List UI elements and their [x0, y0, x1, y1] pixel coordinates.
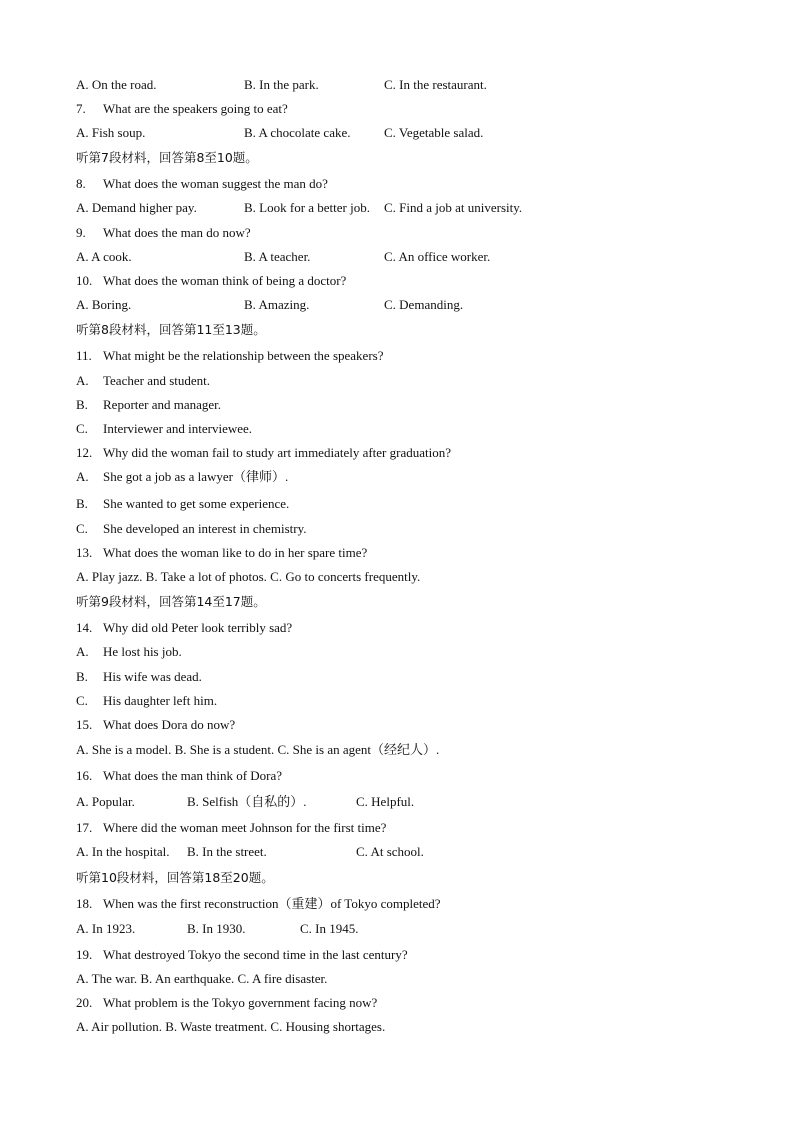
- option-letter: B.: [76, 397, 88, 412]
- answer-option: [76, 496, 289, 512]
- option-letter: B.: [76, 669, 88, 684]
- question-number: 9.: [76, 225, 86, 240]
- question-line: [76, 768, 282, 784]
- question-number: 7.: [76, 101, 86, 116]
- answer-option: [76, 644, 182, 660]
- question-text: Why did the woman fail to study art immediately after graduation?: [103, 445, 452, 460]
- option-b: B. A chocolate cake.: [244, 125, 351, 140]
- option-text: Interviewer and interviewee.: [103, 421, 253, 436]
- question-text: What does the man do now?: [103, 225, 251, 240]
- question-line: [76, 620, 292, 636]
- question-line: [76, 820, 386, 836]
- question-number: 19.: [76, 947, 93, 962]
- option-a: A. On the road.: [76, 77, 157, 92]
- option-b: B. A teacher.: [244, 249, 311, 264]
- question-line: [76, 225, 251, 241]
- answer-option: [76, 421, 252, 437]
- option-letter: A.: [76, 469, 89, 484]
- question-number: 17.: [76, 820, 93, 835]
- option-letter: A.: [76, 644, 89, 659]
- option-text: She developed an interest in chemistry.: [103, 521, 307, 536]
- option-text: She got a job as a lawyer（律师）.: [103, 469, 289, 484]
- question-number: 12.: [76, 445, 93, 460]
- option-letter: B.: [76, 496, 88, 511]
- option-b: B. In 1930.: [187, 921, 246, 936]
- option-c: C. In the restaurant.: [384, 77, 487, 92]
- option-a: A. Boring.: [76, 297, 132, 312]
- options-row: A. Air pollution. B. Waste treatment. C. Housing shortages.: [76, 1019, 386, 1034]
- question-line: [76, 995, 377, 1011]
- option-a: A. In the hospital.: [76, 844, 170, 859]
- options-row: A. The war. B. An earthquake. C. A fire disaster.: [76, 971, 328, 986]
- question-text: What does the woman like to do in her spare time?: [103, 545, 368, 560]
- option-text: His daughter left him.: [103, 693, 218, 708]
- question-line: [76, 717, 235, 733]
- option-text: He lost his job.: [103, 644, 182, 659]
- option-text: She wanted to get some experience.: [103, 496, 290, 511]
- option-c: C. Helpful.: [356, 794, 415, 809]
- option-c: C. An office worker.: [384, 249, 491, 264]
- option-a: A. Fish soup.: [76, 125, 146, 140]
- option-text: Teacher and student.: [103, 373, 211, 388]
- question-number: 13.: [76, 545, 93, 560]
- section-heading: 听第7段材料，回答第8至10题。: [76, 150, 258, 165]
- option-c: C. Demanding.: [384, 297, 464, 312]
- answer-option: [76, 469, 288, 485]
- question-line: [76, 348, 383, 364]
- question-line: [76, 896, 441, 912]
- answer-option: [76, 373, 210, 389]
- question-line: [76, 176, 328, 192]
- option-c: C. In 1945.: [300, 921, 359, 936]
- question-text: What destroyed Tokyo the second time in the last century?: [103, 947, 408, 962]
- question-text: What does the man think of Dora?: [103, 768, 283, 783]
- question-line: [76, 101, 288, 117]
- question-text: What does the woman suggest the man do?: [103, 176, 328, 191]
- question-number: 16.: [76, 768, 93, 783]
- option-letter: C.: [76, 521, 88, 536]
- option-a: A. Popular.: [76, 794, 135, 809]
- option-text: His wife was dead.: [103, 669, 202, 684]
- question-text: What might be the relationship between the speakers?: [103, 348, 384, 363]
- section-heading: 听第8段材料，回答第11至13题。: [76, 322, 266, 337]
- question-text: What problem is the Tokyo government facing now?: [103, 995, 378, 1010]
- question-number: 8.: [76, 176, 86, 191]
- answer-option: [76, 669, 202, 685]
- option-b: B. In the park.: [244, 77, 319, 92]
- question-line: [76, 273, 346, 289]
- question-line: [76, 947, 408, 963]
- option-letter: C.: [76, 421, 88, 436]
- question-number: 11.: [76, 348, 92, 363]
- answer-option: [76, 397, 221, 413]
- option-b: B. Look for a better job.: [244, 200, 370, 215]
- option-b: B. In the street.: [187, 844, 267, 859]
- question-text: Where did the woman meet Johnson for the first time?: [103, 820, 387, 835]
- option-c: C. Vegetable salad.: [384, 125, 484, 140]
- option-text: Reporter and manager.: [103, 397, 222, 412]
- question-text: What are the speakers going to eat?: [103, 101, 288, 116]
- question-line: [76, 445, 451, 461]
- question-number: 15.: [76, 717, 93, 732]
- question-line: [76, 545, 367, 561]
- answer-option: [76, 521, 307, 537]
- section-heading: 听第9段材料，回答第14至17题。: [76, 594, 266, 609]
- question-number: 14.: [76, 620, 93, 635]
- section-heading: 听第10段材料，回答第18至20题。: [76, 870, 274, 885]
- question-text: Why did old Peter look terribly sad?: [103, 620, 293, 635]
- option-a: A. A cook.: [76, 249, 132, 264]
- option-letter: A.: [76, 373, 89, 388]
- options-row: A. Play jazz. B. Take a lot of photos. C. Go to concerts frequently.: [76, 569, 421, 584]
- option-c: C. At school.: [356, 844, 424, 859]
- question-text: When was the first reconstruction（重建）of Tokyo completed?: [103, 896, 441, 911]
- option-b: B. Selfish（自私的）.: [187, 794, 307, 809]
- question-text: What does Dora do now?: [103, 717, 236, 732]
- question-number: 18.: [76, 896, 93, 911]
- option-b: B. Amazing.: [244, 297, 310, 312]
- question-number: 20.: [76, 995, 93, 1010]
- question-text: What does the woman think of being a doctor?: [103, 273, 347, 288]
- option-a: A. In 1923.: [76, 921, 136, 936]
- option-c: C. Find a job at university.: [384, 200, 523, 215]
- option-a: A. Demand higher pay.: [76, 200, 197, 215]
- answer-option: [76, 693, 217, 709]
- options-row: A. She is a model. B. She is a student. C. She is an agent（经纪人）.: [76, 742, 440, 757]
- option-letter: C.: [76, 693, 88, 708]
- question-number: 10.: [76, 273, 93, 288]
